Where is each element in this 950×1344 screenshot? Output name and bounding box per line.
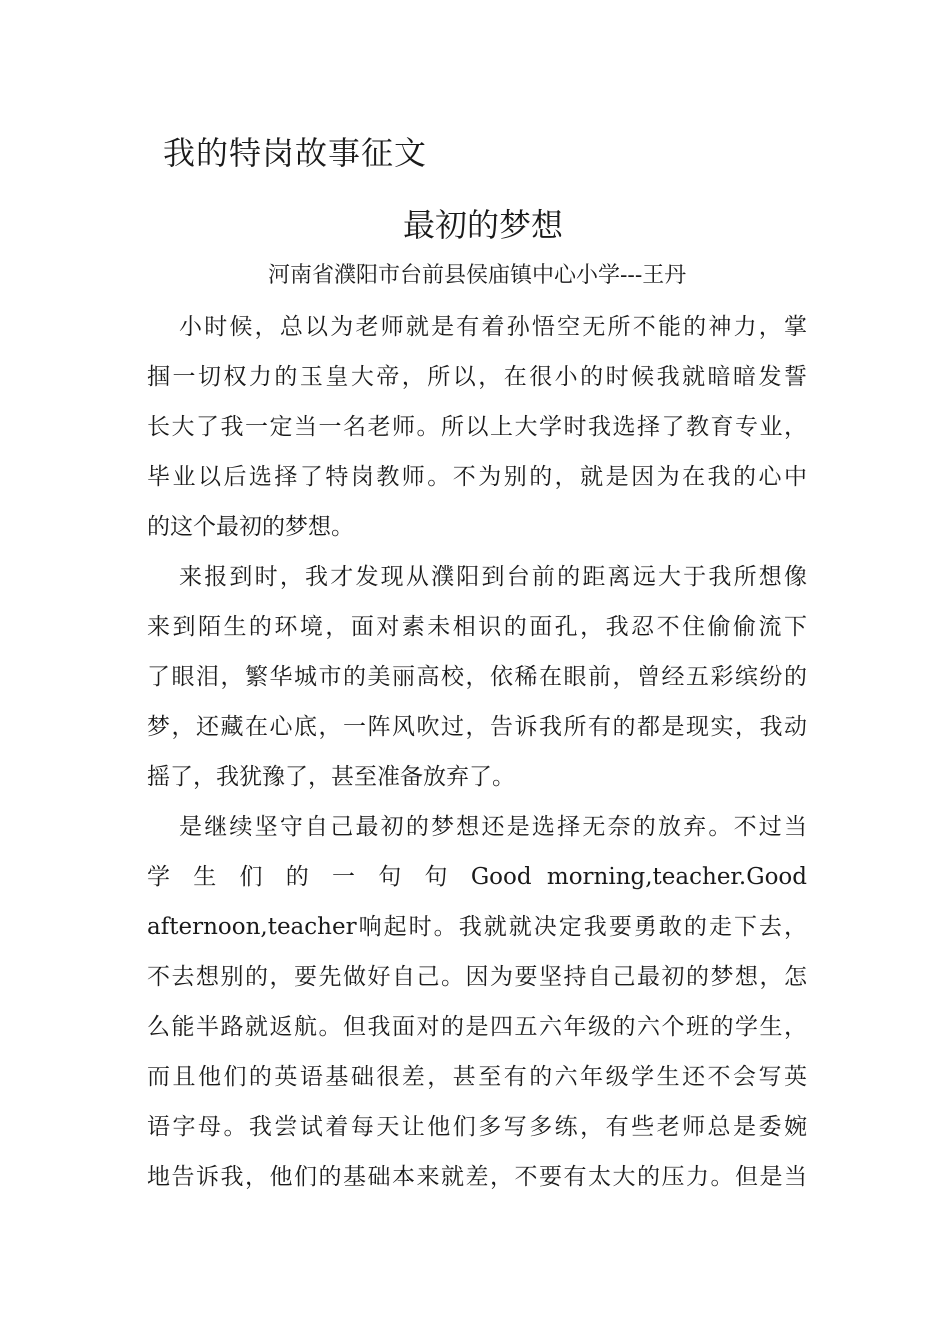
body-line: 摇了，我犹豫了，甚至准备放弃了。 <box>147 764 515 790</box>
body-line: 的这个最初的梦想。 <box>147 514 354 540</box>
body-line: 来到陌生的环境，面对素未相识的面孔，我忍不住偷偷流下 <box>147 614 807 640</box>
body-line: 掴一切权力的玉皇大帝，所以，在很小的时候我就暗暗发誓 <box>147 364 807 390</box>
body-line: 不去想别的，要先做好自己。因为要坚持自己最初的梦想，怎 <box>147 964 807 990</box>
essay-series-heading: 我的特岗故事征文 <box>163 134 428 172</box>
body-line: 而且他们的英语基础很差，甚至有的六年级学生还不会写英 <box>147 1064 807 1090</box>
body-line: 来报到时，我才发现从濮阳到台前的距离远大于我所想像 <box>179 564 807 590</box>
body-line: 毕业以后选择了特岗教师。不为别的，就是因为在我的心中 <box>147 464 807 490</box>
body-line: 么能半路就返航。但我面对的是四五六年级的六个班的学生， <box>147 1014 807 1040</box>
article-body <box>147 302 807 1202</box>
article-author: 河南省濮阳市台前县侯庙镇中心小学---王丹 <box>268 263 687 288</box>
body-line: 学 生 们 的 一 句 句 Good morning,teacher.Good <box>147 864 807 890</box>
body-line: 是继续坚守自己最初的梦想还是选择无奈的放弃。不过当 <box>179 814 807 840</box>
body-line: 小时候，总以为老师就是有着孙悟空无所不能的神力，掌 <box>179 314 807 340</box>
body-line: 长大了我一定当一名老师。所以上大学时我选择了教育专业， <box>147 414 807 440</box>
body-line: 地告诉我，他们的基础本来就差，不要有太大的压力。但是当 <box>147 1164 807 1190</box>
article-title: 最初的梦想 <box>402 206 563 244</box>
body-line: afternoon,teacher响起时。我就就决定我要勇敢的走下去， <box>147 914 807 940</box>
body-line: 梦，还藏在心底，一阵风吹过，告诉我所有的都是现实，我动 <box>147 714 807 740</box>
body-line: 了眼泪，繁华城市的美丽高校，依稀在眼前，曾经五彩缤纷的 <box>147 664 807 690</box>
body-line: 语字母。我尝试着每天让他们多写多练，有些老师总是委婉 <box>147 1114 807 1140</box>
